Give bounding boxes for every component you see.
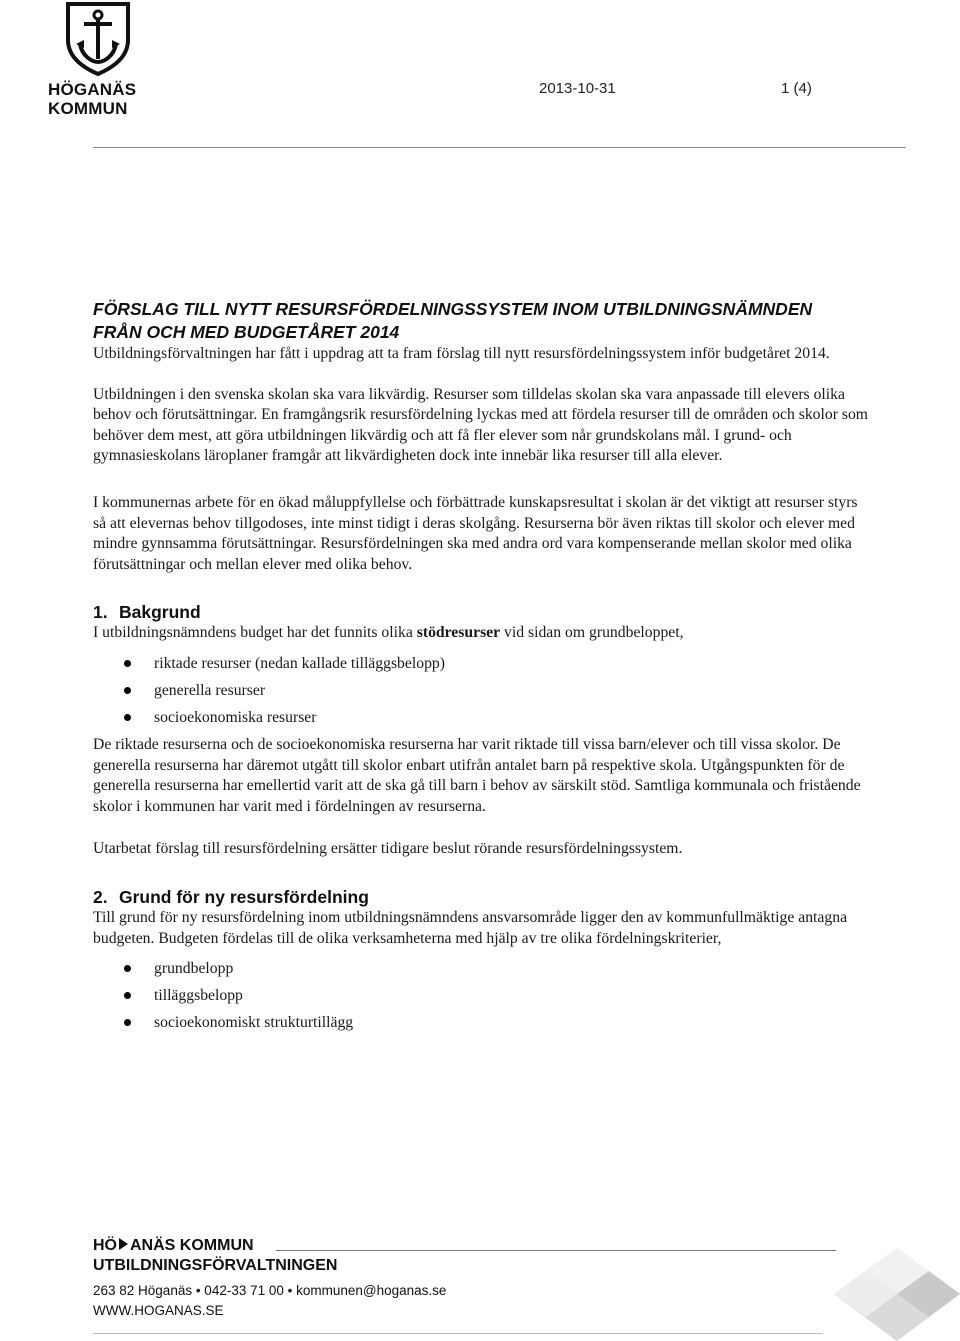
section-1-heading [93,601,868,623]
list-item-text: generella resurser [154,681,266,699]
footer-bottom-divider [93,1333,823,1334]
footer-divider [276,1250,836,1251]
footer-org-part-1: HÖ [93,1237,117,1254]
list-item [93,650,868,677]
title-line-2: FRÅN OCH MED BUDGETÅRET 2014 [93,322,400,342]
bullet-icon [124,714,131,721]
section-1-closing: Utarbetat förslag till resursfördelning ersätter tidigare beslut rörande resursfördelningssystem. [93,840,683,858]
equity-paragraph: Utbildningen i den svenska skolan ska vara likvärdig. Resurser som tilldelas skolan ska vara anpassade till elevers olika behov och förutsättningar. En framgångsrik resursfördelning lyckas med att fördela resurser till de områden och skolor som behöver dem mest, att göra utbildningen likvärdig och att få fler elever som når grundskolans mål. I grund- och gymnasieskolans läroplaner framgår att likvärdigheten dock inte innebär lika resurser till alla elever. [93,385,869,465]
footer-contact: 263 82 Höganäs • 042-33 71 00 • kommunen@hoganas.se [93,1283,447,1298]
logo-line-1: HÖGANÄS [48,80,137,99]
page-number: 1 (4) [781,80,812,97]
section-1-title: Bakgrund [119,602,201,623]
bullet-icon [124,687,131,694]
list-item [93,704,868,731]
list-item [93,955,868,982]
section-1-lead-end: vid sidan om grundbeloppet, [500,624,684,642]
list-item [93,982,868,1009]
section-1-paragraph: De riktade resurserna och de socioekonomiska resurserna har varit riktade till vissa barn/elever och till vissa skolor. De generella resurserna har däremot utgått till skolor enbart utifrån antalet barn på respektive skola. Utgångspunkten för de generella resurserna har emellertid varit att de ska gå till barn i behov av särskilt stöd. Samtliga kommunala och fristående skolor i kommunen har varit med i fördelningen av resurserna. [93,735,861,815]
anchor-shield-icon [62,0,134,76]
logo-wordmark [48,80,148,118]
intro-paragraph: Utbildningsförvaltningen har fått i uppdrag att ta fram förslag till nytt resursfördelningssystem inför budgetåret 2014. [93,345,830,362]
list-item-text: riktade resurser (nedan kallade tilläggsbelopp) [154,654,445,672]
bullet-icon [124,992,131,999]
bullet-icon [124,965,131,972]
document-body [93,298,868,1040]
stodresurser-term: stödresurser [416,624,501,642]
section-1-lead-text: I utbildningsnämndens budget har det funnits olika [93,624,417,642]
section-2-title: Grund för ny resursfördelning [119,886,369,907]
footer-org-part-2: ANÄS KOMMUN [130,1237,254,1254]
municipality-logo [48,0,148,120]
bullet-icon [124,660,131,667]
section-1-number: 1. [93,602,108,623]
header-divider [93,147,906,148]
section-1-bullet-list [93,650,868,731]
section-2-bullet-list [93,955,868,1036]
document-title [93,298,868,344]
page-footer [0,1230,960,1341]
section-2-heading [93,886,868,908]
list-item-text: tilläggsbelopp [154,987,243,1005]
list-item-text: grundbelopp [154,960,234,978]
document-date: 2013-10-31 [539,80,616,97]
list-item [93,677,868,704]
footer-organization [93,1236,254,1256]
title-line-1: FÖRSLAG TILL NYTT RESURSFÖRDELNINGSSYSTEM INOM UTBILDNINGSNÄMNDEN [93,299,813,319]
arrow-mark-icon [118,1237,129,1251]
list-item-text: socioekonomiska resurser [154,708,317,726]
section-1-lead [93,623,868,644]
logo-line-2: KOMMUN [48,99,128,118]
bullet-icon [124,1019,131,1026]
list-item [93,1009,868,1036]
list-item-text: socioekonomiskt strukturtillägg [154,1014,354,1032]
section-2-number: 2. [93,886,108,907]
section-2-lead: Till grund för ny resursfördelning inom utbildningsnämndens ansvarsområde ligger den av kommunfullmäktige antagna budgeten. Budgeten fördelas till de olika verksamheterna med hjälp av tre olika fördelningskriterier, [93,908,848,947]
geometric-pattern-icon [834,1248,960,1341]
municipal-work-paragraph: I kommunernas arbete för en ökad måluppfyllelse och förbättrade kunskapsresultat i skolan är det viktigt att resurser styrs så att elevernas behov tillgodoses, inte minst tidigt i deras skolgång. Resurserna bör även riktas till skolor och elever med mindre gynnsamma förutsättningar. Resursfördelningen ska med andra ord vara kompenserande mellan skolor med olika förutsättningar och mellan elever med olika behov. [93,493,858,573]
footer-department: UTBILDNINGSFÖRVALTNINGEN [93,1257,338,1274]
footer-website: WWW.HOGANAS.SE [93,1303,224,1318]
